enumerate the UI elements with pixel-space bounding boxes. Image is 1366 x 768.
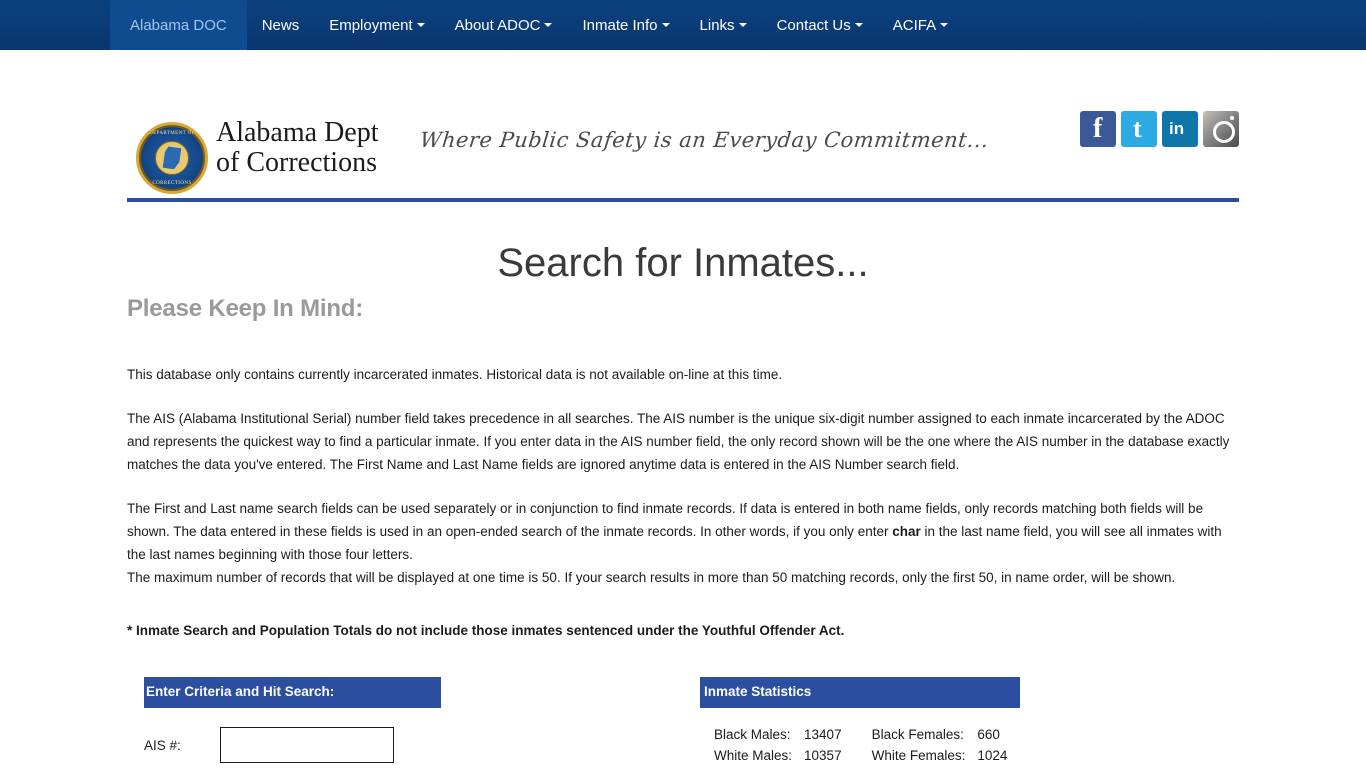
nav-item-label: Contact Us xyxy=(776,16,851,34)
adoc-seal-logo-icon[interactable] xyxy=(136,122,208,194)
nav-item-acifa[interactable] xyxy=(878,0,963,50)
instructions-paragraph-2: The AIS (Alabama Institutional Serial) number field takes precedence in all searches. The AIS number is the unique six-digit number assigned to each inmate incarcerated by the ADOC and represents the quickest way to find a particular inmate. If you enter data in the AIS number field, the only record shown will be the one where the AIS number in the database exactly matches the data you've entered. The First Name and Last Name fields are ignored anytime data is entered in the AIS Number search field. xyxy=(127,411,1230,472)
nav-item-contact-us[interactable] xyxy=(762,0,878,50)
stat-value-white-males: 10357 xyxy=(804,748,842,763)
chevron-down-icon xyxy=(940,23,948,27)
nav-item-label: News xyxy=(261,16,300,34)
nav-brand-alabama-doc[interactable] xyxy=(110,0,247,50)
site-header xyxy=(0,50,1366,186)
stat-value-white-females: 1024 xyxy=(977,748,1008,763)
twitter-icon[interactable] xyxy=(1121,111,1157,147)
nav-item-label: About ADOC xyxy=(454,16,541,34)
top-navigation-bar xyxy=(0,0,1366,50)
nav-item-label: ACIFA xyxy=(892,16,937,34)
page-title: Search for Inmates... xyxy=(497,240,869,285)
table-row xyxy=(700,745,1007,766)
stat-value-black-females: 660 xyxy=(977,727,1000,742)
stat-label-white-females: White Females: xyxy=(871,748,966,763)
nav-item-employment[interactable] xyxy=(314,0,439,50)
instructions-paragraph-3: The First and Last name search fields can be used separately or in conjunction to find inmate records. If data is entered in both name fields, only records matching both fields will be shown. The data entered in these fields is used in an open-ended search of the inmate records. In other words, if you only enter char in the last name field, you will see all inmates with the last names beginning with those four letters. xyxy=(127,501,1222,562)
facebook-icon[interactable] xyxy=(1080,111,1116,147)
header-divider xyxy=(127,198,1239,202)
youthful-offender-note: * Inmate Search and Population Totals do not include those inmates sentenced under the Youthful Offender Act. xyxy=(127,623,845,638)
social-links xyxy=(1080,111,1239,147)
chevron-down-icon xyxy=(544,23,552,27)
ais-number-input[interactable] xyxy=(220,727,394,763)
agency-name xyxy=(216,118,379,178)
nav-item-about-adoc[interactable] xyxy=(440,0,568,50)
stats-table xyxy=(700,724,1007,766)
inmate-statistics-panel xyxy=(700,677,1020,766)
nav-item-label: Inmate Info xyxy=(582,16,658,34)
search-criteria-panel xyxy=(144,677,441,753)
seal-top-text: DEPARTMENT OF xyxy=(149,131,195,136)
nav-item-label: Employment xyxy=(329,16,413,34)
nav-item-inmate-info[interactable] xyxy=(567,0,684,50)
nav-items-container xyxy=(110,0,963,50)
instagram-icon[interactable] xyxy=(1203,111,1239,147)
nav-item-news[interactable] xyxy=(247,0,315,50)
chevron-down-icon xyxy=(417,23,425,27)
stats-panel-title: Inmate Statistics xyxy=(700,677,1020,708)
section-subheading: Please Keep In Mind: xyxy=(127,295,364,322)
ais-field-label: AIS #: xyxy=(144,737,181,753)
agency-name-line2: of Corrections xyxy=(216,147,377,178)
search-panel-title: Enter Criteria and Hit Search: xyxy=(144,677,441,708)
chevron-down-icon xyxy=(739,23,747,27)
stat-label-white-males: White Males: xyxy=(714,748,793,763)
stat-label-black-males: Black Males: xyxy=(714,727,791,742)
nav-item-label: Links xyxy=(699,16,735,34)
nav-item-links[interactable] xyxy=(685,0,762,50)
chevron-down-icon xyxy=(662,23,670,27)
chevron-down-icon xyxy=(855,23,863,27)
ais-field-row xyxy=(144,727,394,763)
instructions-paragraph-4: The maximum number of records that will be displayed at one time is 50. If your search results in more than 50 matching records, only the first 50, in name order, will be shown. xyxy=(127,570,1176,585)
instructions-text xyxy=(127,363,1239,610)
nav-brand-label: Alabama DOC xyxy=(130,16,227,34)
stat-label-black-females: Black Females: xyxy=(871,727,964,742)
instructions-paragraph-1: This database only contains currently incarcerated inmates. Historical data is not available on-line at this time. xyxy=(127,367,783,382)
seal-bottom-text: CORRECTIONS xyxy=(152,181,192,186)
stat-value-black-males: 13407 xyxy=(804,727,842,742)
table-row xyxy=(700,724,1007,745)
agency-name-line1: Alabama Dept xyxy=(216,117,379,148)
agency-tagline: Where Public Safety is an Everyday Commitment... xyxy=(418,128,990,152)
linkedin-icon[interactable] xyxy=(1162,111,1198,147)
